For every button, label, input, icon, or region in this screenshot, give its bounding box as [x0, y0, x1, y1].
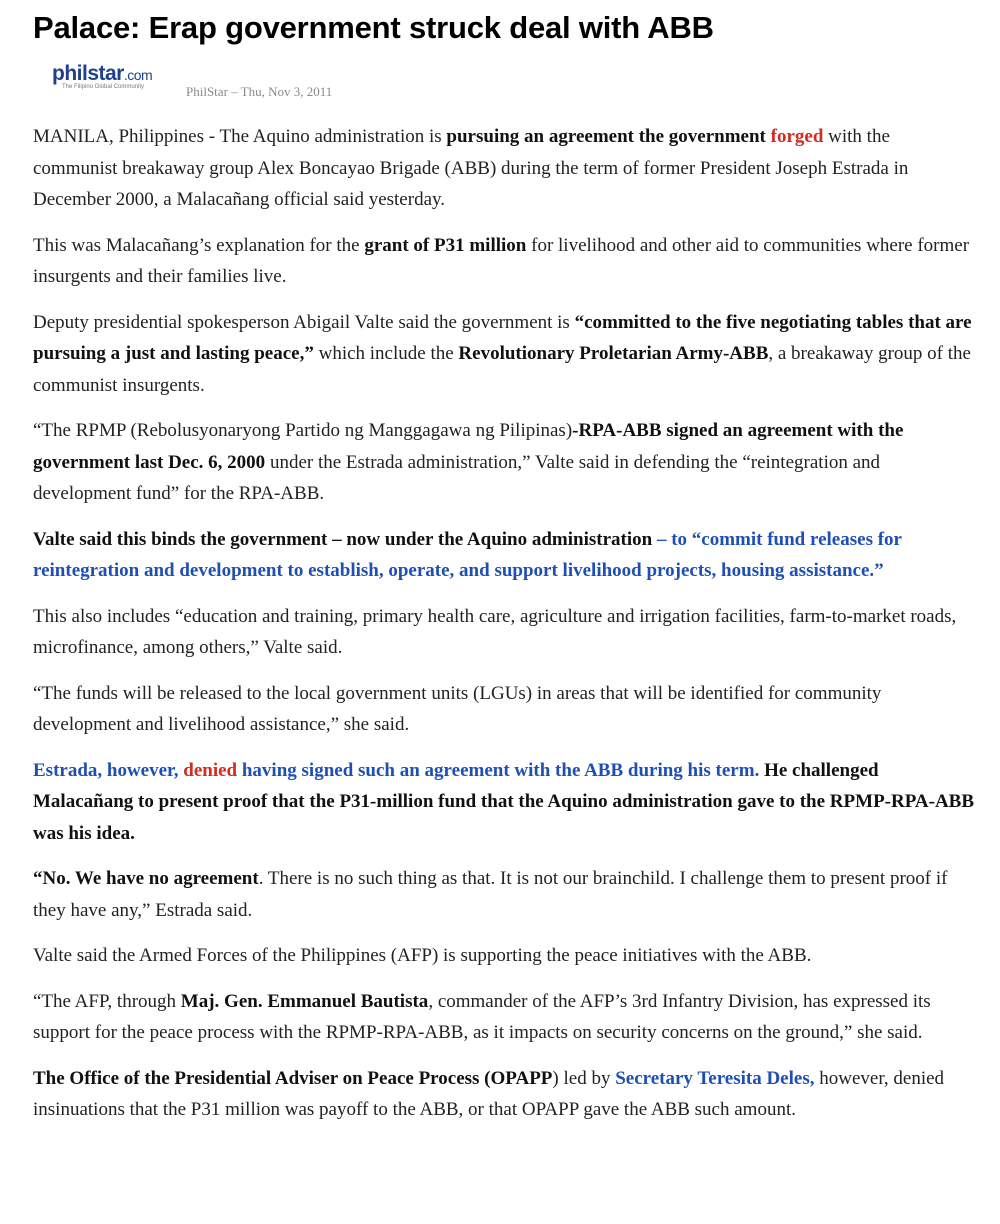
paragraph-9	[33, 863, 978, 926]
bold-quote: “No. We have no agreement	[33, 868, 259, 889]
text: with the communist breakaway group Alex Boncayao Brigade (ABB) during the term of former President Joseph Estrada in December 2000, a Malacañang official said yesterday.	[33, 126, 909, 210]
bold-text: He challenged Malacañang to present proof that the P31-million fund that the Aquino administration gave to the RPMP-RPA-ABB was his idea.	[33, 759, 975, 844]
philstar-logo[interactable]	[52, 64, 174, 94]
article-body	[33, 121, 978, 1140]
bold-text: Valte said this binds the government – now under the Aquino administration	[33, 528, 653, 550]
text: , commander of the AFP’s 3rd Infantry Division, has expressed its support for the peace process with the RPMP-RPA-ABB, as it impacts on security concerns on the ground,” she said.	[33, 990, 931, 1043]
text: which include the	[313, 343, 459, 364]
paragraph-10	[33, 940, 978, 972]
logo-tagline: The Filipino Global Community	[62, 84, 145, 90]
text: MANILA, Philippines - The Aquino administration is	[33, 126, 447, 147]
text: Valte said the Armed Forces of the Philippines (AFP) is supporting the peace initiatives with the ABB.	[33, 945, 812, 966]
paragraph-8	[33, 755, 978, 850]
bold-text: Revolutionary Proletarian Army-ABB	[458, 343, 769, 364]
text: , a breakaway group of the communist insurgents.	[33, 343, 971, 396]
text: for livelihood and other aid to communities where former insurgents and their families live.	[33, 234, 970, 287]
text: Deputy presidential spokesperson Abigail Valte said the government is	[33, 311, 575, 333]
bold-text: pursuing an agreement the government	[446, 126, 771, 147]
paragraph-12	[33, 1063, 978, 1126]
red-highlight-text: forged	[770, 126, 824, 147]
paragraph-1	[33, 121, 978, 216]
text: “The funds will be released to the local government units (LGUs) in areas that will be identified for community development and livelihood assistance,” she said.	[33, 682, 882, 735]
bold-text: -RPA-ABB signed an agreement with the government last Dec. 6, 2000	[33, 420, 904, 473]
paragraph-7	[33, 678, 978, 741]
logo-suffix: .com	[123, 67, 153, 83]
text: . There is no such thing as that. It is not our brainchild. I challenge them to present proof if they have any,” Estrada said.	[33, 868, 948, 921]
paragraph-6	[33, 601, 978, 664]
logo-wordmark	[52, 62, 152, 86]
blue-highlight-text: Estrada, however,	[33, 759, 184, 781]
bold-text: The Office of the Presidential Adviser on Peace Process (OPAPP	[33, 1067, 553, 1089]
article-headline: Palace: Erap government struck deal with ABB	[33, 10, 714, 45]
blue-highlight-text: Secretary Teresita Deles,	[615, 1067, 815, 1089]
paragraph-3	[33, 307, 978, 402]
paragraph-5	[33, 524, 978, 587]
paragraph-4	[33, 415, 978, 510]
text: This was Malacañang’s explanation for the	[33, 234, 365, 256]
blue-highlight-text: having signed such an agreement with the ABB during his term.	[237, 759, 760, 781]
paragraph-2	[33, 230, 978, 293]
source-date-byline: PhilStar – Thu, Nov 3, 2011	[186, 84, 333, 99]
text: however, denied insinuations that the P31 million was payoff to the ABB, or that OPAPP gave the ABB such amount.	[33, 1067, 945, 1120]
text: “The AFP, through	[33, 990, 181, 1012]
red-highlight-text: denied	[183, 759, 238, 781]
blue-highlight-text: – to “commit fund releases for reintegration and development to establish, operate, and support livelihood projects, housing assistance.”	[33, 528, 902, 581]
bold-text: Maj. Gen. Emmanuel Bautista	[180, 990, 429, 1012]
text: ) led by	[552, 1067, 616, 1089]
bold-quote: “committed to the five negotiating tables that are pursuing a just and lasting peace,”	[33, 311, 972, 364]
paragraph-11	[33, 986, 978, 1049]
text: under the Estrada administration,” Valte said in defending the “reintegration and development fund” for the RPA-ABB.	[33, 451, 881, 504]
logo-word: philstar	[52, 62, 124, 85]
text: This also includes “education and training, primary health care, agriculture and irrigation facilities, farm-to-market roads, microfinance, among others,” Valte said.	[33, 605, 957, 658]
text: “The RPMP (Rebolusyonaryong Partido ng Manggagawa ng Pilipinas)	[33, 420, 573, 441]
bold-text: grant of P31 million	[364, 234, 527, 256]
